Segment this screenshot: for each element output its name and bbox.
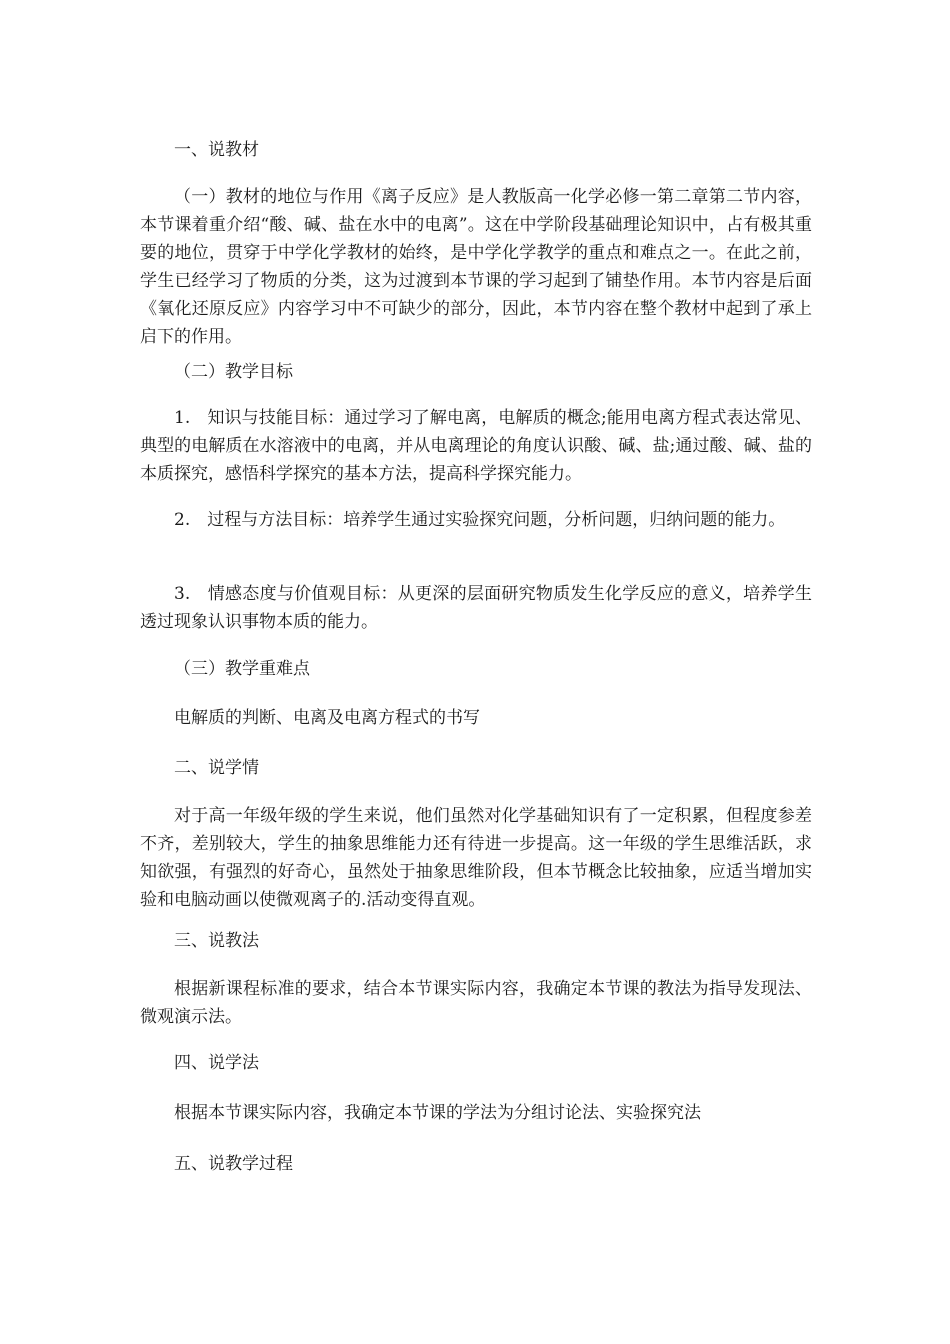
key-difficulties-text: 电解质的判断、电离及电离方程式的书写 — [174, 708, 480, 728]
paragraph-teaching-methods: 根据新课程标准的要求，结合本节课实际内容，我确定本节课的教法为指导发现法、微观演示法。 — [140, 979, 812, 1027]
goal-emotion-values: 3. 情感态度与价值观目标：从更深的层面研究物质发生化学反应的意义，培养学生透过现象认识事物本质的能力。 — [140, 584, 812, 632]
goal-process-methods: 2. 过程与方法目标：培养学生通过实验探究问题，分析问题，归纳问题的能力。 — [174, 510, 786, 530]
paragraph-learners: 对于高一年级年级的学生来说，他们虽然对化学基础知识有了一定积累，但程度参差不齐，差别较大，学生的抽象思维能力还有待进一步提高。这一年级的学生思维活跃，求知欲强，有强烈的好奇心，虽然处于抽象思维阶段，但本节概念比较抽象，应适当增加实验和电脑动画以使微观离子的.活动变得直观。 — [140, 806, 812, 910]
section-title-learners: 二、说学情 — [174, 758, 259, 778]
section-title-textbook: 一、说教材 — [174, 140, 259, 160]
section-title-learning-methods: 四、说学法 — [174, 1053, 259, 1073]
paragraph-textbook-role: （一）教材的地位与作用《离子反应》是人教版高一化学必修一第二章第二节内容，本节课着重介绍“酸、碱、盐在水中的电离”。这在中学阶段基础理论知识中，占有极其重要的地位，贯穿于中学化学教材的始终，是中学化学教学的重点和难点之一。在此之前，学生已经学习了物质的分类，这为过渡到本节课的学习起到了铺垫作用。本节内容是后面《氧化还原反应》内容学习中不可缺少的部分，因此，本节内容在整个教材中起到了承上启下的作用。 — [140, 187, 812, 347]
subsection-teaching-goals: （二）教学目标 — [174, 362, 293, 382]
goal-knowledge-skills: 1. 知识与技能目标：通过学习了解电离，电解质的概念;能用电离方程式表达常见、典型的电解质在水溶液中的电离，并从电离理论的角度认识酸、碱、盐;通过酸、碱、盐的本质探究，感悟科学探究的基本方法，提高科学探究能力。 — [140, 408, 812, 484]
section-title-teaching-methods: 三、说教法 — [174, 931, 259, 951]
subsection-key-difficulties: （三）教学重难点 — [174, 659, 310, 679]
paragraph-learning-methods: 根据本节课实际内容，我确定本节课的学法为分组讨论法、实验探究法 — [174, 1103, 701, 1123]
section-title-teaching-process: 五、说教学过程 — [174, 1154, 293, 1174]
